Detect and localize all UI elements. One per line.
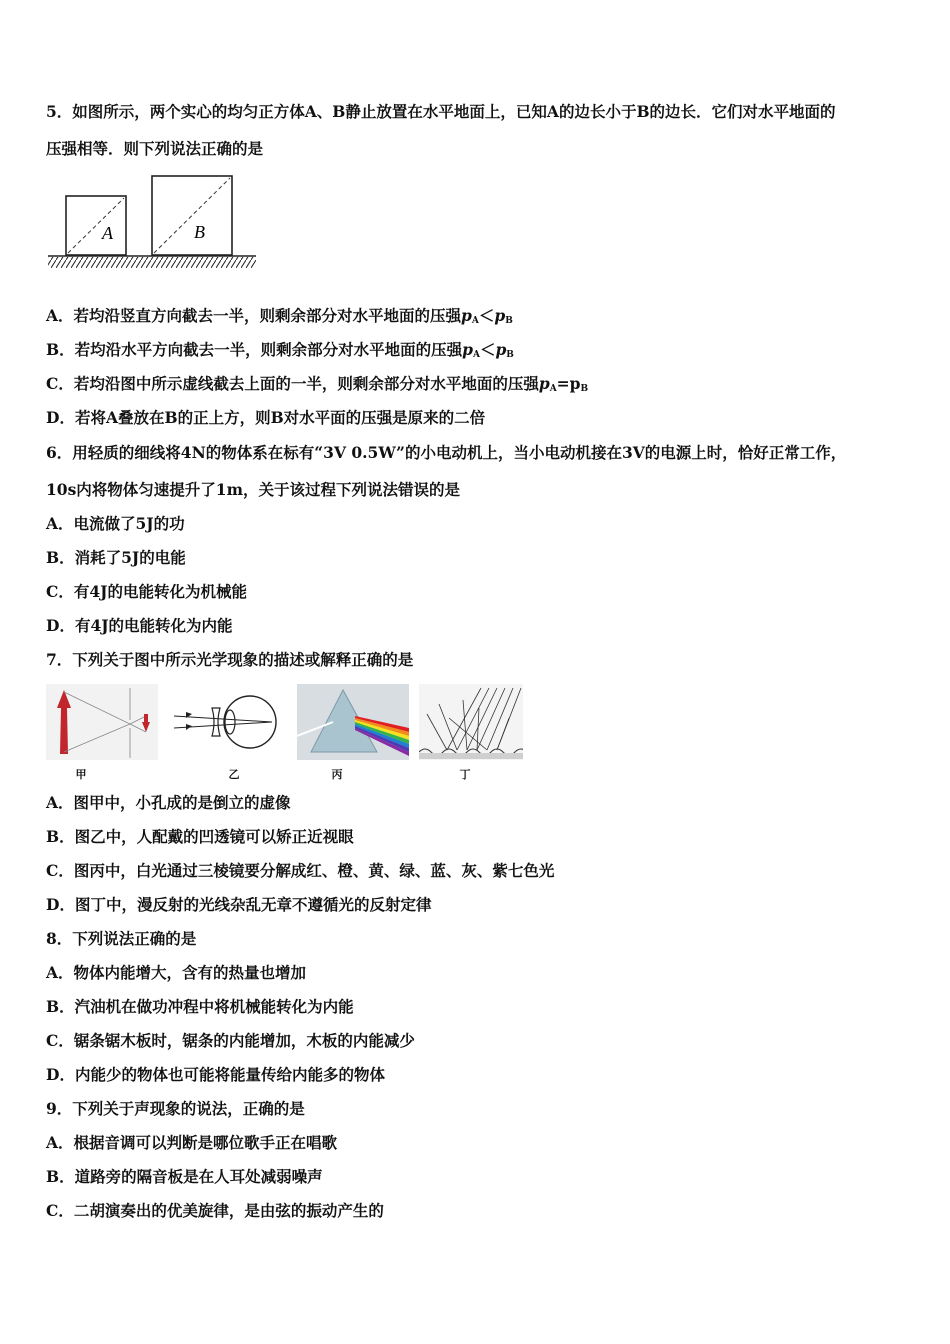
q7-option-b[interactable]: B．图乙中，人配戴的凹透镜可以矫正近视眼 bbox=[46, 827, 354, 846]
caption-bing: 丙 bbox=[331, 768, 343, 781]
q5-option-d[interactable]: D．若将A叠放在B的正上方，则B对水平面的压强是原来的二倍 bbox=[46, 408, 486, 427]
figure-jia-pinhole bbox=[46, 684, 158, 760]
q6-option-a[interactable]: A．电流做了5J的功 bbox=[46, 514, 185, 533]
q5-cubes-figure bbox=[46, 172, 258, 272]
q9-option-c[interactable]: C．二胡演奏出的优美旋律，是由弦的振动产生的 bbox=[46, 1201, 384, 1220]
cube-b-label: B bbox=[194, 222, 205, 242]
caption-ding: 丁 bbox=[459, 768, 471, 781]
q7-option-d[interactable]: D．图丁中，漫反射的光线杂乱无章不遵循光的反射定律 bbox=[46, 895, 432, 914]
q6-stem-line2: 10s内将物体匀速提升了1m，关于该过程下列说法错误的是 bbox=[46, 480, 460, 499]
q5-stem-line2: 压强相等．则下列说法正确的是 bbox=[46, 139, 264, 158]
cube-a-label: A bbox=[102, 223, 113, 243]
q5-option-b[interactable]: B．若均沿水平方向截去一半，则剩余部分对水平地面的压强$p_A<p_B$ bbox=[46, 340, 514, 360]
q8-option-b[interactable]: B．汽油机在做功冲程中将机械能转化为内能 bbox=[46, 997, 354, 1016]
caption-yi: 乙 bbox=[228, 768, 240, 781]
q8-option-c[interactable]: C．锯条锯木板时，锯条的内能增加，木板的内能减少 bbox=[46, 1031, 415, 1050]
ground-hatch bbox=[48, 257, 256, 268]
q7-option-c[interactable]: C．图丙中，白光通过三棱镜要分解成红、橙、黄、绿、蓝、灰、紫七色光 bbox=[46, 861, 555, 880]
q8-stem: 8．下列说法正确的是 bbox=[46, 929, 197, 948]
figure-yi-eye bbox=[172, 684, 284, 760]
caption-jia: 甲 bbox=[75, 768, 87, 781]
q8-option-d[interactable]: D．内能少的物体也可能将能量传给内能多的物体 bbox=[46, 1065, 385, 1084]
q8-option-a[interactable]: A．物体内能增大，含有的热量也增加 bbox=[46, 963, 307, 982]
q9-option-a[interactable]: A．根据音调可以判断是哪位歌手正在唱歌 bbox=[46, 1133, 338, 1152]
q5-option-c[interactable]: C．若均沿图中所示虚线截去上面的一半，则剩余部分对水平地面的压强$p_A=p_B$ bbox=[46, 374, 589, 394]
q7-option-a[interactable]: A．图甲中，小孔成的是倒立的虚像 bbox=[46, 793, 291, 812]
q6-option-c[interactable]: C．有4J的电能转化为机械能 bbox=[46, 582, 247, 601]
q6-option-b[interactable]: B．消耗了5J的电能 bbox=[46, 548, 186, 567]
q5-option-a[interactable]: A．若均沿竖直方向截去一半，则剩余部分对水平地面的压强$p_A<p_B$ bbox=[46, 306, 513, 326]
q6-stem-line1: 6．用轻质的细线将4N的物体系在标有“3V 0.5W”的小电动机上，当小电动机接在3V的电源上时，恰好正常工作， bbox=[46, 443, 847, 462]
q6-option-d[interactable]: D．有4J的电能转化为内能 bbox=[46, 616, 233, 635]
figure-ding-diffuse bbox=[419, 684, 523, 760]
q5-stem-line1: 5．如图所示，两个实心的均匀正方体A、B静止放置在水平地面上，已知A的边长小于B的边长．它们对水平地面的 bbox=[46, 102, 836, 121]
figure-bing-prism bbox=[297, 684, 409, 760]
q9-stem: 9．下列关于声现象的说法，正确的是 bbox=[46, 1099, 305, 1118]
q9-option-b[interactable]: B．道路旁的隔音板是在人耳处减弱噪声 bbox=[46, 1167, 323, 1186]
q7-stem: 7．下列关于图中所示光学现象的描述或解释正确的是 bbox=[46, 650, 414, 669]
